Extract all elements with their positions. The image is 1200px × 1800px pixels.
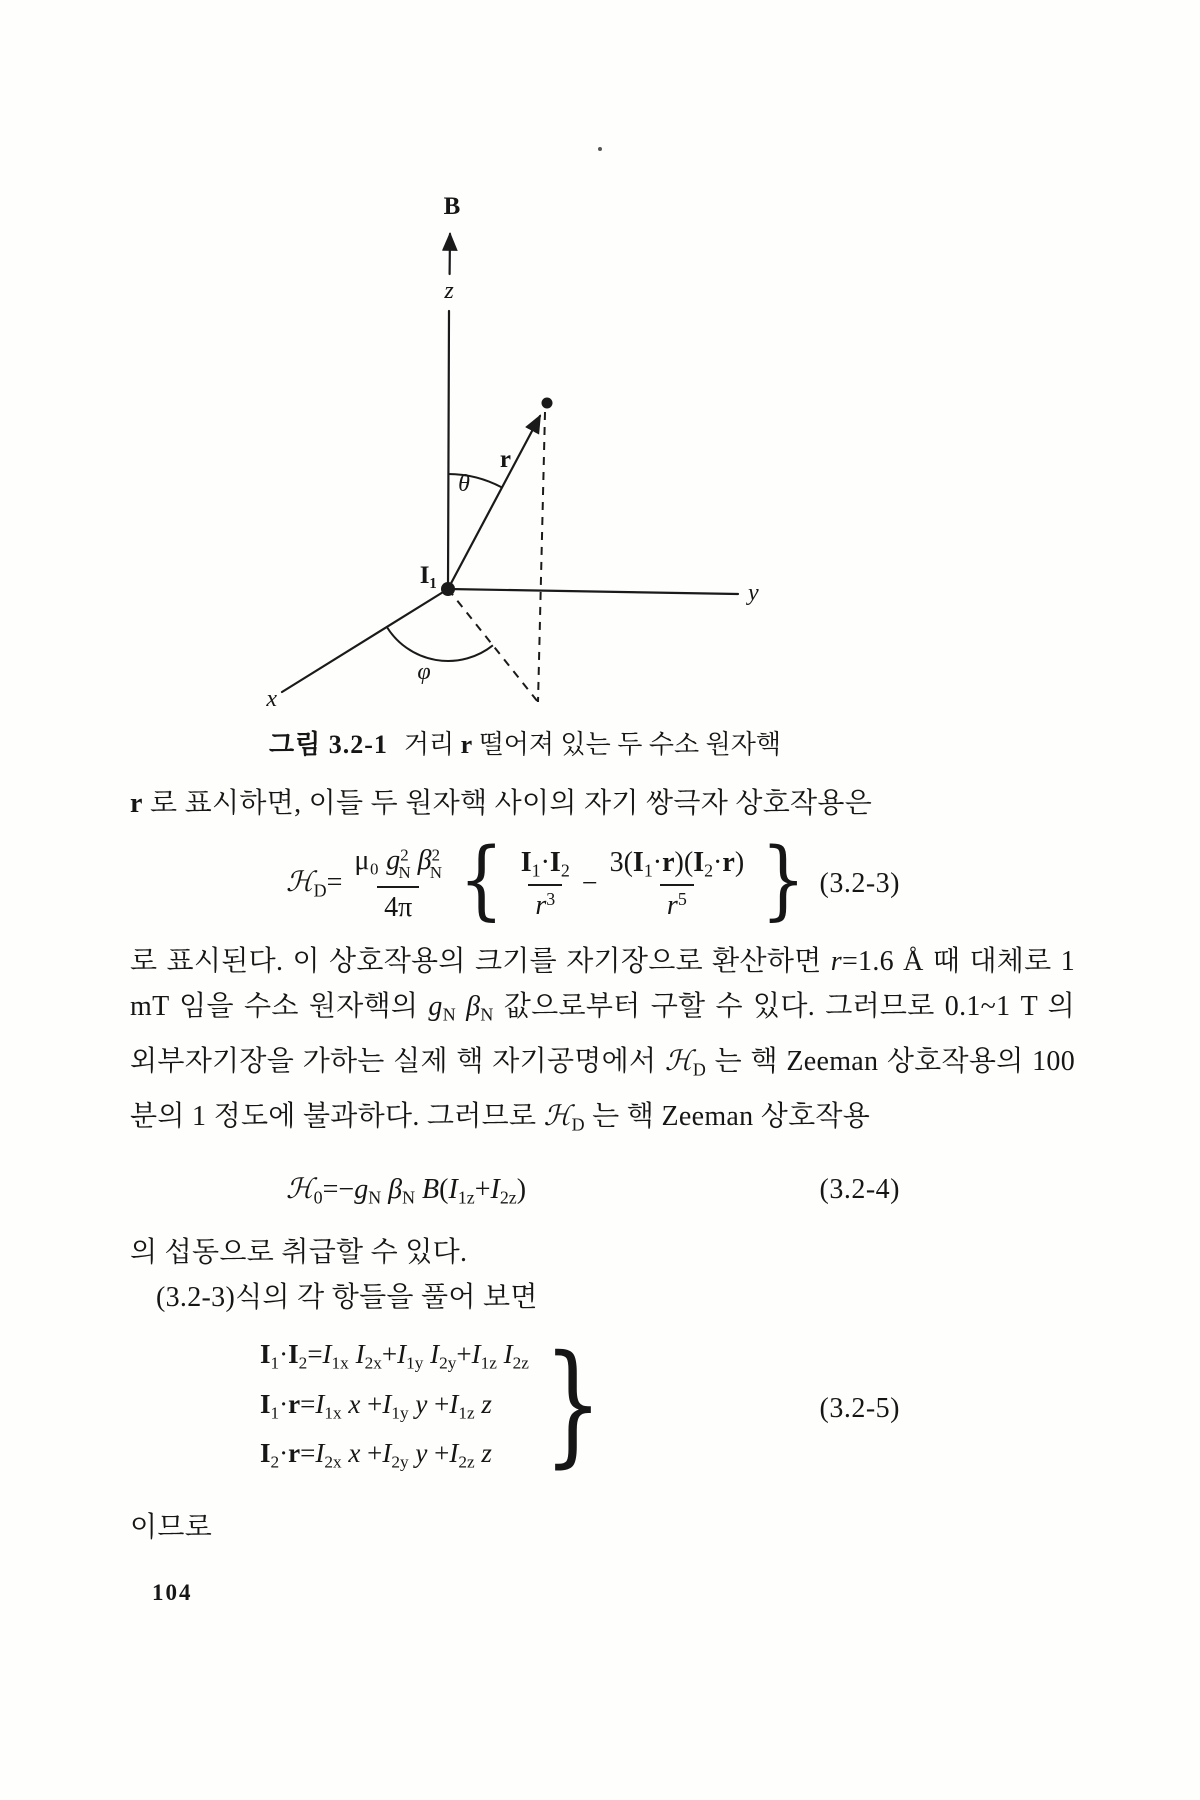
paragraph-magnitude: 로 표시된다. 이 상호작용의 크기를 자기장으로 환산하면 r=1.6 Å 때 대체로 1 mT 임을 수소 원자핵의 $g_N$ $\beta_N$ 값으로부터 구할 수 있다. 그러므로 0.1~1 T 의 외부자기장을 가하는 실제 핵 자기공명에서 ℋ$_D$ 는 핵 Zeeman 상호작용의 100 분의 1 정도에 불과하다. 그러므로 ℋ$_D$ 는 핵 Zeeman 상호작용: [130, 946, 1076, 1135]
equation-3-2-4-content: [286, 1172, 526, 1209]
vertical-projection-dashed-line: [538, 412, 545, 702]
eq324-expression: $ℋ_0=-g_N$ $\beta_N$ $B(I_{1z}+I_{2z})$: [286, 1171, 527, 1208]
equation-number-3-2-4: (3.2-4): [819, 1173, 900, 1205]
figure-3-2-1: [0, 186, 1200, 714]
equation-number-3-2-3: (3.2-3): [819, 867, 900, 899]
equation-3-2-3: [130, 830, 900, 930]
equation-3-2-4: [130, 1172, 900, 1209]
nucleus-1-label: I₁: [419, 562, 437, 589]
theta-angle-label: θ: [458, 471, 470, 497]
eq325-line-3: $I_2\cdot r=I_{2x}$ $x +I_{2y}$ $y +I_{2z}$ z: [260, 1438, 492, 1472]
phi-angle-label: φ: [417, 659, 431, 685]
eq323-minus-sign: −: [581, 867, 598, 899]
figure-caption-number: 그림 3.2-1: [269, 730, 388, 759]
scan-speck: [598, 147, 602, 151]
r-vector-line: [448, 416, 540, 589]
eq323-open-brace: {: [458, 830, 504, 930]
equation-3-2-5: [130, 1326, 900, 1483]
phi-arc: [387, 627, 493, 661]
equation-3-2-5-lines: [260, 1334, 529, 1483]
y-axis-line: [448, 589, 738, 594]
z-axis-label: z: [444, 278, 454, 304]
y-axis-label: y: [748, 580, 759, 606]
eq323-lhs: ℋ$_D$=: [286, 865, 343, 902]
figure-caption-text: 거리 r 떨어져 있는 두 수소 원자핵: [403, 730, 781, 759]
page-number: 104: [152, 1579, 193, 1605]
paragraph-intro: r 로 표시하면, 이들 두 원자핵 사이의 자기 쌍극자 상호작용은: [130, 788, 873, 819]
eq323-term1-fraction: $\frac{I_1\cdot I_2}{r^3}$: [520, 846, 570, 921]
r-vector-label: r: [499, 446, 511, 473]
eq323-close-brace: }: [761, 830, 806, 930]
eq325-grouping-brace: }: [543, 1326, 603, 1481]
paragraph-expand: (3.2-3)식의 각 항들을 풀어 보면: [156, 1282, 538, 1314]
nucleus-2-dot: [542, 398, 553, 409]
dipole-coordinate-diagram: [225, 186, 825, 714]
eq323-term2-fraction: $\frac{3(I_1\cdot r)(I_2\cdot r)}{r^5}$: [609, 846, 745, 921]
equation-number-3-2-5: (3.2-5): [819, 1392, 900, 1424]
equation-3-2-3-content: [286, 830, 811, 930]
nucleus-1-dot: [441, 582, 455, 596]
eq323-coefficient-fraction: $\frac{\mu_0 g^2_N \beta^2_N}{4\pi}$: [354, 844, 443, 923]
paragraph-perturbation: 의 섭동으로 취급할 수 있다.: [130, 1237, 468, 1269]
z-axis-line: [448, 311, 449, 589]
eq325-line-1: $I_1\cdot I_2=I_{1x}$ $I_{2x}+I_{1y}$ $I_{2y}+I_{1z}$ $I_{2z}$: [260, 1339, 529, 1373]
eq325-line-2: $I_1\cdot r=I_{1x}$ $x +I_{1y}$ $y +I_{1z}$ z: [260, 1388, 492, 1423]
x-axis-label: x: [266, 686, 277, 712]
theta-arc: [448, 474, 502, 488]
b-field-label: B: [443, 193, 461, 220]
paragraph-thus: 이므로: [130, 1511, 213, 1543]
figure-caption: [130, 724, 920, 761]
